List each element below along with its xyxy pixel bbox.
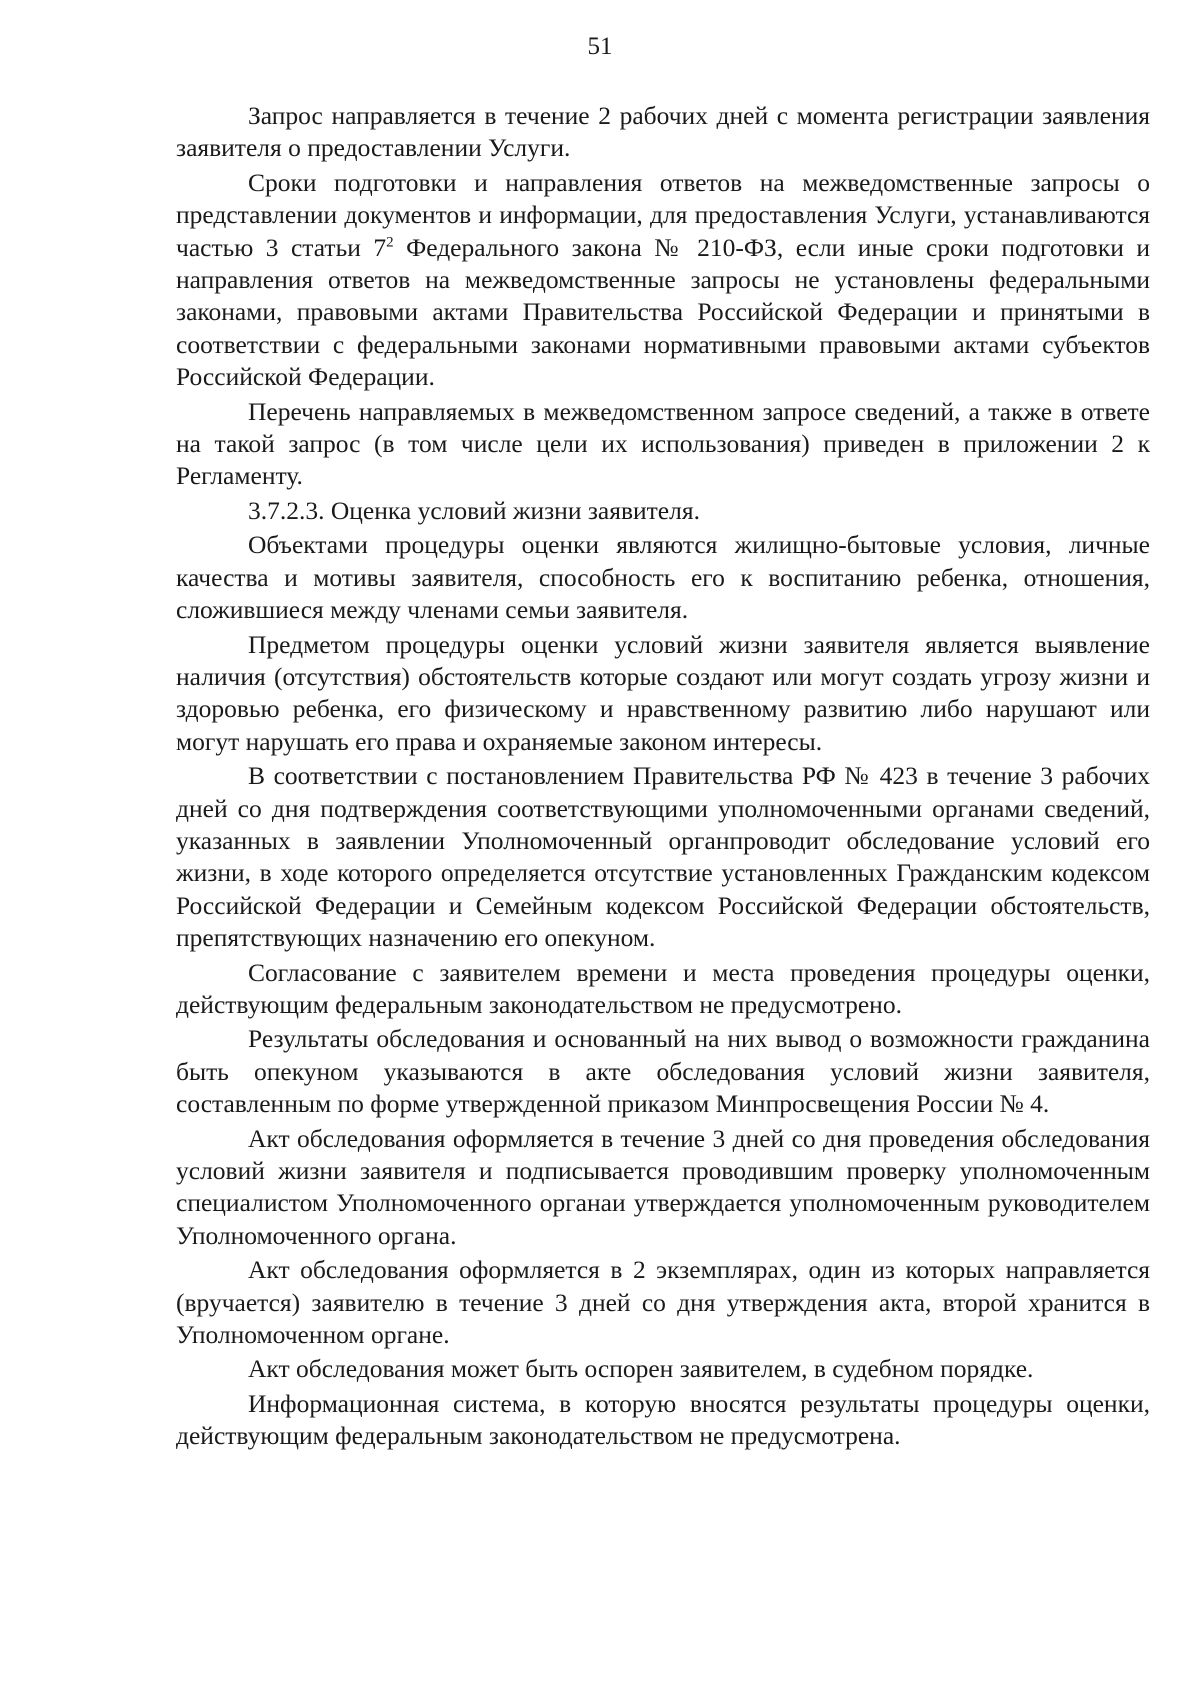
paragraph-assessment-objects: Объектами процедуры оценки являются жилищно-бытовые условия, личные качества и мотивы заявителя, способность его к воспитанию ребенка, отношения, сложившиеся между членами семьи заявителя. [176,530,1150,625]
article-superscript: 2 [386,234,394,251]
section-heading-3-7-2-3: 3.7.2.3. Оценка условий жизни заявителя. [248,495,700,525]
paragraph-act-appeal: Акт обследования может быть оспорен заявителем, в судебном порядке. [248,1354,1034,1384]
paragraph-response-terms-part1: Сроки подготовки и направления ответов на межведомственные запросы о представлении документов и информации, для предоставления Услуги, устанавливаются частью 3 статьи 7 [176,167,1150,262]
paragraph-act-copies: Акт обследования оформляется в 2 экземплярах, один из которых направляется (вручается) заявителю в течение 3 дней со дня утверждения акта, второй хранится в Уполномоченном органе. [176,1255,1150,1350]
paragraph-time-agreement: Согласование с заявителем времени и места проведения процедуры оценки, действующим федеральным законодательством не предусмотрено. [176,957,1150,1019]
paragraph-inspection-results: Результаты обследования и основанный на них вывод о возможности гражданина быть опекуном указываются в акте обследования условий жизни заявителя, составленным по форме утвержденной приказом Минпросвещения России № 4. [176,1024,1150,1119]
paragraph-assessment-subject: Предметом процедуры оценки условий жизни заявителя является выявление наличия (отсутствия) обстоятельств которые создают или могут создать угрозу жизни и здоровью ребенка, его физическому и нравственному развитию либо нарушают или могут нарушать его права и охраняемые законом интересы. [176,629,1150,756]
paragraph-information-system: Информационная система, в которую вносятся результаты процедуры оценки, действующим федеральным законодательством не предусмотрена. [176,1388,1150,1451]
page-number: 51 [587,33,613,60]
paragraph-inspection-order: В соответствии с постановлением Правительства РФ № 423 в течение 3 рабочих дней со дня подтверждения соответствующими уполномоченными органами сведений, указанных в заявлении Уполномоченный органпроводит обследование условий его жизни, в ходе которого определяется отсутствие установленных Гражданским кодексом Российской Федерации и Семейным кодексом Российской Федерации обстоятельств, препятствующих назначению его опекуном. [176,761,1150,953]
paragraph-response-terms [176,167,1150,394]
paragraph-request-contents: Перечень направляемых в межведомственном запросе сведений, а также в ответе на такой запрос (в том числе цели их использования) приведен в приложении 2 к Регламенту. [176,396,1150,491]
paragraph-act-preparation: Акт обследования оформляется в течение 3 дней со дня проведения обследования условий жизни заявителя и подписывается проводившим проверку уполномоченным специалистом Уполномоченного органаи утверждается уполномоченным руководителем Уполномоченного органа. [176,1123,1150,1250]
document-body [176,100,1150,1453]
paragraph-response-terms-part2: Федерального закона № 210-ФЗ, если иные сроки подготовки и направления ответов на межведомственные запросы не установлены федеральными законами, правовыми актами Правительства Российской Федерации и принятыми в соответствии с федеральными законами нормативными правовыми актами субъектов Российской Федерации. [176,232,1151,392]
paragraph-request-deadline: Запрос направляется в течение 2 рабочих дней с момента регистрации заявления заявителя о предоставлении Услуги. [176,101,1150,163]
